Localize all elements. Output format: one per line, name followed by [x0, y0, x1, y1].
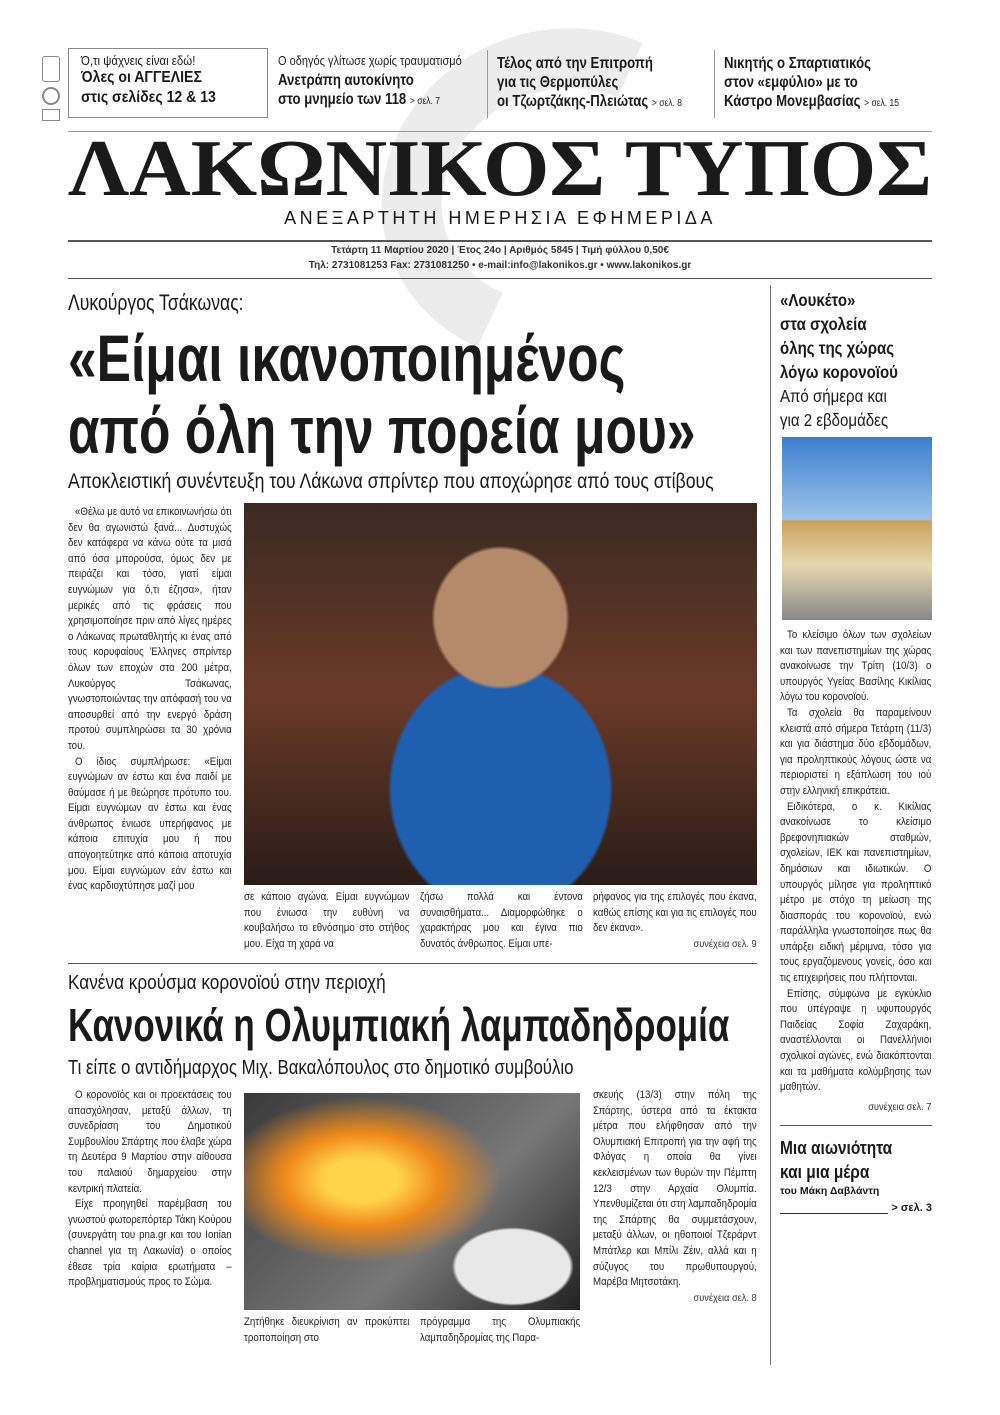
- rule: [68, 278, 932, 279]
- headline-line: όλης της χώρας: [780, 338, 895, 358]
- teaser-headline: Τέλος από την Επιτροπή: [497, 55, 653, 72]
- paragraph: Τα σχολεία θα παραμείνουν κλειστά από σήμερα Τετάρτη (11/3) και για διάστημα δύο εβδομάδων, για προληπτικούς λόγους ώστε να περιοριστεί η εξάπλωση του ιού στην ελληνική επικράτεια.: [780, 706, 932, 797]
- continued-link[interactable]: συνέχεια σελ. 8: [693, 1291, 757, 1304]
- teaser-headline: στον «εμφύλιο» με το: [724, 74, 858, 91]
- teaser-headline: Κάστρο Μονεμβασίας: [724, 93, 861, 110]
- logo-icon: [42, 56, 60, 82]
- column-title: και μια μέρα: [780, 1162, 870, 1183]
- teaser-headline: οι Τζωρτζάκης-Πλειώτας: [497, 93, 649, 110]
- paragraph: Επίσης, σύμφωνα με εγκύκλιο που υπέγραψε η υφυπουργός Παιδείας Σοφία Ζαχαράκη, αναστέλλονται οι Πανελλήνιοι σχολικοί αγώνες, ενώ διακόπτονται και τα μαθήματα κολύμβησης των μαθητών.: [780, 987, 932, 1094]
- sidebar-subhead: για 2 εβδομάδες: [780, 410, 889, 430]
- locked-school-gate-photo: [782, 437, 932, 620]
- athlete-photo: [244, 503, 757, 885]
- second-body-col2: Ζητήθηκε διευκρίνιση αν προκύπτει τροποποίηση στο: [244, 1316, 410, 1344]
- masthead-tagline: ΑΝΕΞΑΡΤΗΤΗ ΗΜΕΡΗΣΙΑ ΕΦΗΜΕΡΙΔΑ: [284, 208, 716, 228]
- lead-headline[interactable]: [68, 322, 695, 466]
- teaser-car-accident[interactable]: [278, 52, 487, 111]
- rule: [68, 963, 757, 964]
- column-page: > σελ. 3: [891, 1202, 932, 1215]
- sidebar-body: [780, 628, 931, 1115]
- paragraph: «Θέλω με αυτό να επικοινωνήσω ότι δεν θα αγωνιστώ ξανά... Δυστυχώς δεν κατάφερα να κάνω ούτε τα μισά από όσα μπορούσα, όμως δεν με πειράζει και τόσο, γιατί είμαι ευγνώμων για ό,τι έζησα», ήταν μερικές από τις φράσεις που χρησιμοποίησε πριν από λίγες ημέρες ο Λάκωνας πρωταθλητής κι ένας από τους κορυφαίους Έλληνες σπρίντερ όλων των εποχών στα 200 μέτρα, Λυκούργος Τσάκωνας, γνωστοποιώντας την απόφασή του να αποσυρθεί από την ενεργό δράση προτού συμπληρώσει τα 30 χρόνια του.: [68, 506, 232, 752]
- rule: [780, 1125, 932, 1126]
- teaser-page: > σελ. 8: [651, 98, 682, 109]
- olympic-torch-photo: [244, 1093, 580, 1310]
- contact-line: Τηλ: 2731081253 Fax: 2731081250 • e-mail:info@lakonikos.gr • www.lakonikos.gr: [308, 260, 692, 271]
- second-kicker: Κανένα κρούσμα κορονοϊού στην περιοχή: [68, 972, 386, 994]
- column-author: του Μάκη Δαβλάντη: [780, 1185, 880, 1198]
- continued-link[interactable]: συνέχεια σελ. 9: [693, 937, 757, 950]
- lead-body-col4: [593, 890, 757, 952]
- lead-headline-line: από όλη την πορεία μου»: [68, 393, 696, 467]
- paragraph: Είχε προηγηθεί παρέμβαση του γνωστού φωτορεπόρτερ Τάκη Κούρου (συνεργάτη του pna.gr και του Ionian channel για τη Λακωνία) ο οποίος έθεσε τρία καίρια ερωτήματα – προβληματισμούς προς το Σώμα.: [68, 1198, 232, 1289]
- continued-link[interactable]: συνέχεια σελ. 7: [868, 1100, 932, 1113]
- teaser-page: > σελ. 7: [409, 96, 440, 107]
- second-body-col3: πρόγραμμα της Ολυμπιακής λαμπαδηδρομίας της Παρα-: [420, 1316, 581, 1344]
- second-headline[interactable]: Κανονικά η Ολυμπιακή λαμπαδηδρομία: [68, 999, 730, 1051]
- masthead-title: ΛΑΚΩΝΙΚΟΣ ΤΥΠΟΣ: [68, 125, 933, 213]
- lead-body-col1: [68, 505, 232, 895]
- rule: [68, 240, 932, 242]
- publisher-badges: [42, 56, 62, 126]
- lead-subhead: Αποκλειστική συνέντευξη του Λάκωνα σπρίντερ που αποχώρησε από τους στίβους: [68, 470, 714, 493]
- second-body-col1: [68, 1088, 232, 1291]
- teaser-headline: στο μνημείο των 118: [278, 91, 407, 108]
- lead-kicker: Λυκούργος Τσάκωνας:: [68, 290, 244, 315]
- masthead: [68, 125, 933, 213]
- teaser-headline: για τις Θερμοπύλες: [497, 74, 619, 91]
- seal-icon: [42, 87, 60, 105]
- classifieds-line: στις σελίδες 12 & 13: [81, 89, 216, 106]
- column-teaser[interactable]: [780, 1136, 932, 1214]
- teaser-kicker: Ο οδηγός γλίτωσε χωρίς τραυματισμό: [278, 54, 462, 68]
- paragraph: σκευής (13/3) στην πόλη της Σπάρτης, ύστερα από τα έκτακτα μέτρα που ελήφθησαν από την Ολυμπιακή Επιτροπή για την αφή της Φλόγας η οποία θα γίνει κεκλεισμένων των θυρών την Πέμπτη 12/3 στην Αρχαία Ολυμπία. Υπενθυμίζεται ότι στη λαμπαδηδρομία της Σπάρτης θα συμμετάσχουν, μεταξύ άλλων, οι ηθοποιοί Τζεράρντ Μπάτλερ και Μπίλι Ζέιν, αλλά και η σύζυγος του πρωθυπουργού, Μαρέβα Μητσοτάκη.: [593, 1089, 757, 1289]
- headline-line: «Λουκέτο»: [780, 290, 856, 310]
- classifieds-kicker: Ό,τι ψάχνεις είναι εδώ!: [81, 53, 196, 68]
- badge-icon: [42, 109, 60, 121]
- classifieds-line: Όλες οι ΑΓΓΕΛΙΕΣ: [81, 69, 202, 86]
- paragraph: Ειδικότερα, ο κ. Κικίλιας ανακοίνωσε το κλείσιμο βρεφονηπιακών σταθμών, σχολείων, ΙΕΚ και πανεπιστημίων, δημόσιων και ιδιωτικών. Ο υπουργός μίλησε για προληπτικό μέτρο με στόχο τη μείωση της διασποράς του κορονοϊού, ενώ παράλληλα γνωστοποίησε πως θα υπάρξει ειδική μέριμνα, τόσο για τους εργαζόμενους γονείς, όσο και τις επιχειρήσεις που πλήττονται.: [780, 800, 932, 985]
- classifieds-box[interactable]: [68, 48, 268, 118]
- lead-body-col3: ζήσω πολλά και έντονα συναισθήματα... Διαμορφώθηκε ο χαρακτήρας μου και έγινα πιο δυνατός άνθρωπος. Είμαι υπε-: [420, 891, 583, 950]
- sidebar-headline[interactable]: [780, 288, 917, 432]
- teaser-thermopyles[interactable]: [497, 54, 715, 113]
- divider: [770, 285, 771, 1365]
- second-body-col4: [593, 1088, 757, 1306]
- lead-body-col2: σε κάποιο αγώνα. Είμαι ευγνώμων που ένιωσα την ευθύνη να κουβαλήσω το εθνόσημο στο στήθος μου. Είχα τη χαρά να: [244, 891, 410, 950]
- column-title: Μια αιωνιότητα: [780, 1138, 893, 1159]
- teaser-spartiatikos[interactable]: [724, 54, 930, 113]
- paragraph: ρήφανος για της επιλογές που έκανα, καθώς επίσης και για τις επιλογές που δεν έκανα».: [593, 891, 757, 935]
- sidebar-subhead: Από σήμερα και: [780, 386, 887, 406]
- paragraph: Ο κορονοϊός και οι προεκτάσεις του απασχόλησαν, μεταξύ άλλων, τη συνεδρίαση του Δημοτικού Συμβουλίου Σπάρτης που έλαβε χώρα τη Δευτέρα 9 Μαρτίου στην αίθουσα του παλαιού δημαρχείου στην κεντρική πλατεία.: [68, 1089, 232, 1195]
- teaser-page: > σελ. 15: [864, 98, 899, 109]
- paragraph: Ο ίδιος συμπλήρωσε: «Είμαι ευγνώμων αν έστω και ένα παιδί με θαύμασε ή με θεώρησε πρότυπο του. Είμαι ευγνώμων αν έστω και ένας άνθρωπος ένιωσε υπερήφανος με κάποια επιτυχία μου ή που απογοητεύτηκε από κάποια αποτυχία μου. Είμαι ευγνώμων εάν έστω και ένας καρδιοχτύπησε μαζί μου: [68, 755, 232, 893]
- rule: [780, 1204, 888, 1214]
- paragraph: Το κλείσιμο όλων των σχολείων και των πανεπιστημίων της χώρας ανακοίνωσε την Τρίτη (10/3) ο υπουργός Υγείας Βασίλης Κικίλιας λόγω του κορονοϊού.: [780, 629, 932, 704]
- divider: [487, 50, 488, 118]
- teaser-headline: Νικητής ο Σπαρτιατικός: [724, 55, 871, 72]
- issue-line: Τετάρτη 11 Μαρτίου 2020 | Έτος 24ο | Αριθμός 5845 | Τιμή φύλλου 0,50€: [331, 245, 669, 256]
- teaser-headline: Ανετράπη αυτοκίνητο: [278, 72, 414, 89]
- second-subhead: Τι είπε ο αντιδήμαρχος Μιχ. Βακαλόπουλος στο δημοτικό συμβούλιο: [68, 1057, 574, 1079]
- headline-line: στα σχολεία: [780, 314, 867, 334]
- headline-line: λόγω κορονοϊού: [780, 362, 898, 382]
- sidebar-story: [780, 628, 932, 1214]
- lead-headline-line: «Είμαι ικανοποιημένος: [68, 321, 626, 395]
